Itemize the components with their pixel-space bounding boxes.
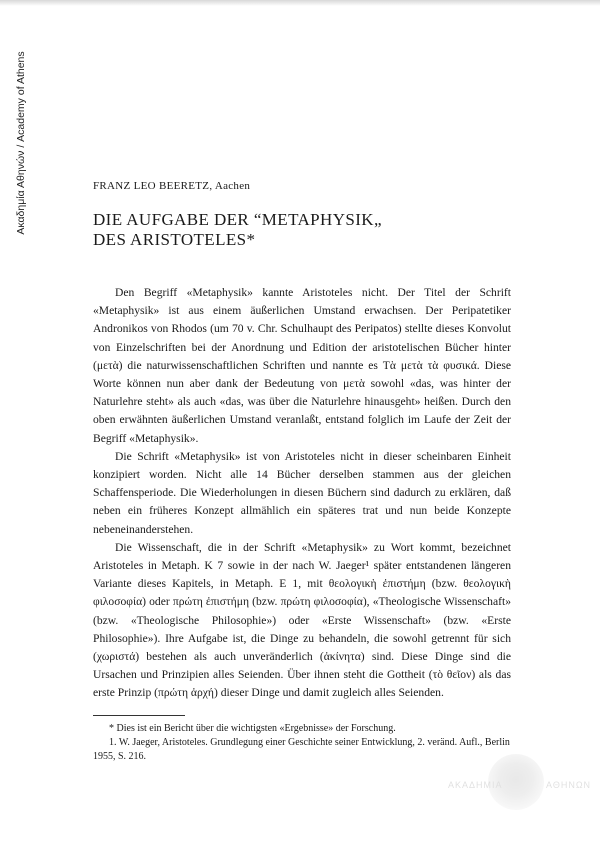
- author-line: [93, 180, 250, 192]
- author-name: FRANZ LEO BEERETZ: [93, 180, 210, 192]
- body-paragraph: Die Wissenschaft, die in der Schrift «Metaphysik» zu Wort kommt, bezeichnet Aristoteles in Metaph. K 7 sowie in der nach W. Jaeger¹ später entstandenen längeren Variante dieses Kapitels, in Metaph. E 1, mit θεολογικὴ ἐπιστήμη (bzw. θεολογικὴ φιλοσοφία) oder πρώτη ἐπιστήμη (bzw. πρώτη φιλοσοφία), «Theologische Wissenschaft» (bzw. «Theologische Philosophie») oder «Erste Wissenschaft» (bzw. «Erste Philosophie»). Ihre Aufgabe ist, die Dinge zu behandeln, die sowohl getrennt für sich (χωριστά) bestehen als auch unveränderlich (ἀκίνητα) sind. Diese Dinge sind die Ursachen und Prinzipien alles Seienden. Über ihnen steht die Gottheit (τὸ θεῖον) als das erste Prinzip (πρώτη ἀρχή) dieser Dinge und damit zugleich alles Seienden.: [93, 540, 511, 700]
- title-line-1: DIE AUFGABE DER “METAPHYSIK„: [93, 210, 382, 229]
- author-city: , Aachen: [209, 180, 251, 192]
- body-paragraph: Die Schrift «Metaphysik» ist von Aristoteles nicht in dieser scheinbaren Einheit konzipiert worden. Nicht alle 14 Bücher derselben stammen aus der gleichen Schaffensperiode. Die Wiederholungen in diesen Büchern sind dadurch zu erklären, daß neben ein früheres Konzept allmählich ein späteres trat und nun beide Konzepte nebeneinanderstehen.: [93, 449, 511, 536]
- footnote: 1. W. Jaeger, Aristoteles. Grundlegung einer Geschichte seiner Entwicklung, 2. veränd. Aufl., Berlin 1955, S. 216.: [93, 737, 510, 762]
- article-title: [93, 210, 553, 250]
- academy-watermark: [448, 758, 592, 818]
- scan-top-edge: [0, 0, 600, 6]
- footnote: * Dies ist ein Bericht über die wichtigsten «Ergebnisse» der Forschung.: [109, 723, 396, 734]
- watermark-right-text: ΑΘΗΝΩΝ: [546, 780, 592, 790]
- watermark-left-text: ΑΚΑΔΗΜΙΑ: [448, 780, 503, 790]
- article-body: [93, 284, 511, 703]
- title-line-2: DES ARISTOTELES*: [93, 230, 256, 249]
- footnote-divider: [93, 715, 185, 716]
- archive-side-label: Ακαδημία Αθηνών / Academy of Athens: [15, 51, 27, 235]
- body-paragraph: Den Begriff «Metaphysik» kannte Aristoteles nicht. Der Titel der Schrift «Metaphysik» ist aus einem äußerlichen Umstand erwachsen. Der Peripatetiker Andronikos von Rhodos (um 70 v. Chr. Schulhaupt des Peripatos) stellte dieses Konvolut von Einzelschriften bei der Anordnung und Edition der aristotelischen Bücher hinter (μετὰ) die naturwissenschaftlichen Schriften und nannte es Τὰ μετὰ τὰ φυσικά. Diese Worte können nun aber dank der Bedeutung von μετὰ sowohl «das, was hinter der Naturlehre steht» als auch «das, was über die Naturlehre hinausgeht» heißen. Durch den oben erwähnten äußerlichen Umstand veranlaßt, entstand folglich im Laufe der Zeit der Begriff «Metaphysik».: [93, 286, 511, 445]
